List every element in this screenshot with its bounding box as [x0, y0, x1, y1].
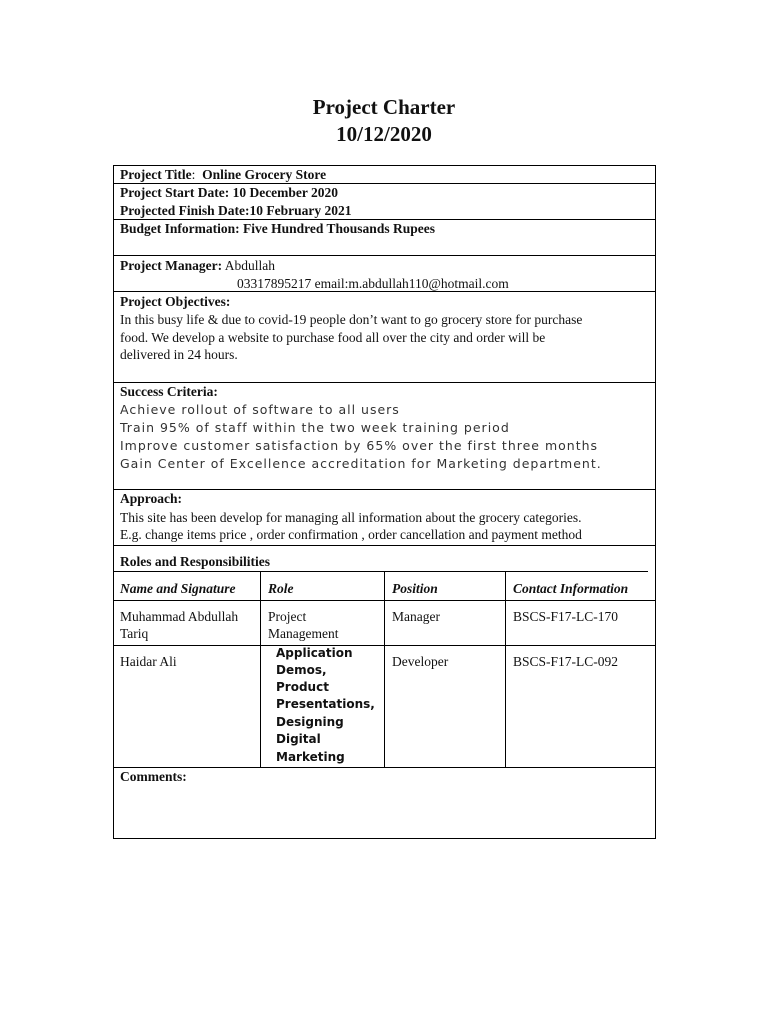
manager-contact: 03317895217 email:m.abdullah110@hotmail.com: [237, 276, 509, 291]
success-label: Success Criteria:: [120, 384, 218, 399]
document-title: Project Charter: [312, 95, 456, 119]
row1-contact: BSCS-F17-LC-170: [513, 609, 619, 624]
row2-role: Marketing: [276, 750, 345, 764]
approach-label: Approach:: [120, 491, 183, 506]
row-divider: [113, 571, 648, 572]
budget-row: [120, 220, 435, 237]
row-divider: [113, 767, 656, 768]
success-line: Achieve rollout of software to all users: [120, 402, 400, 417]
row2-contact: BSCS-F17-LC-092: [513, 654, 619, 669]
row2-role: Designing: [276, 715, 344, 729]
row2-position: Developer: [392, 654, 449, 669]
row1-position: Manager: [392, 609, 440, 624]
header-position: Position: [392, 581, 438, 596]
row2-name: Haidar Ali: [120, 654, 177, 669]
project-title-row: [120, 166, 326, 183]
objectives-label: Project Objectives:: [120, 294, 231, 309]
project-title-colon: :: [191, 167, 196, 182]
row1-name: Muhammad Abdullah: [120, 609, 239, 624]
success-line: Improve customer satisfaction by 65% over the first three months: [120, 438, 599, 453]
objectives-line: delivered in 24 hours.: [120, 347, 238, 362]
finish-date-row: [120, 202, 351, 219]
row1-name: Tariq: [120, 626, 149, 641]
row2-role: Product: [276, 680, 329, 694]
manager-row: [120, 257, 275, 274]
roles-label: Roles and Responsibilities: [120, 554, 271, 569]
success-line: Gain Center of Excellence accreditation for Marketing department.: [120, 456, 602, 471]
row2-role: Presentations,: [276, 697, 375, 711]
column-divider: [384, 571, 385, 767]
manager-name: Abdullah: [224, 258, 275, 273]
start-date-value: 10 December 2020: [232, 185, 339, 200]
row1-role: Management: [268, 626, 339, 641]
row1-role: Project: [268, 609, 307, 624]
approach-line: This site has been develop for managing all information about the grocery categories.: [120, 510, 582, 525]
budget-value: Five Hundred Thousands Rupees: [243, 221, 435, 236]
header-contact: Contact Information: [513, 581, 629, 596]
finish-date-value: 10 February 2021: [249, 203, 352, 218]
row-divider: [113, 489, 656, 490]
approach-line: E.g. change items price , order confirmation , order cancellation and payment method: [120, 527, 582, 542]
comments-label: Comments:: [120, 769, 187, 784]
row2-role: Digital: [276, 732, 321, 746]
success-line: Train 95% of staff within the two week training period: [120, 420, 510, 435]
row2-role: Demos,: [276, 663, 327, 677]
row-divider: [113, 255, 656, 256]
manager-label: Project Manager:: [120, 258, 223, 273]
header-role: Role: [268, 581, 294, 596]
project-title-label: Project Title: [120, 167, 192, 182]
document-date: 10/12/2020: [336, 122, 432, 146]
start-date-label: Project Start Date:: [120, 185, 230, 200]
row-divider: [113, 545, 656, 546]
start-date-row: [120, 184, 338, 201]
header-name-signature: Name and Signature: [120, 581, 236, 596]
finish-date-label: Projected Finish Date:: [120, 203, 250, 218]
budget-label: Budget Information:: [120, 221, 240, 236]
objectives-line: food. We develop a website to purchase food all over the city and order will be: [120, 330, 546, 345]
project-title-value: Online Grocery Store: [202, 167, 327, 182]
objectives-line: In this busy life & due to covid-19 people don’t want to go grocery store for purchase: [120, 312, 583, 327]
row2-role: Application: [276, 646, 353, 660]
column-divider: [505, 571, 506, 767]
column-divider: [260, 571, 261, 767]
